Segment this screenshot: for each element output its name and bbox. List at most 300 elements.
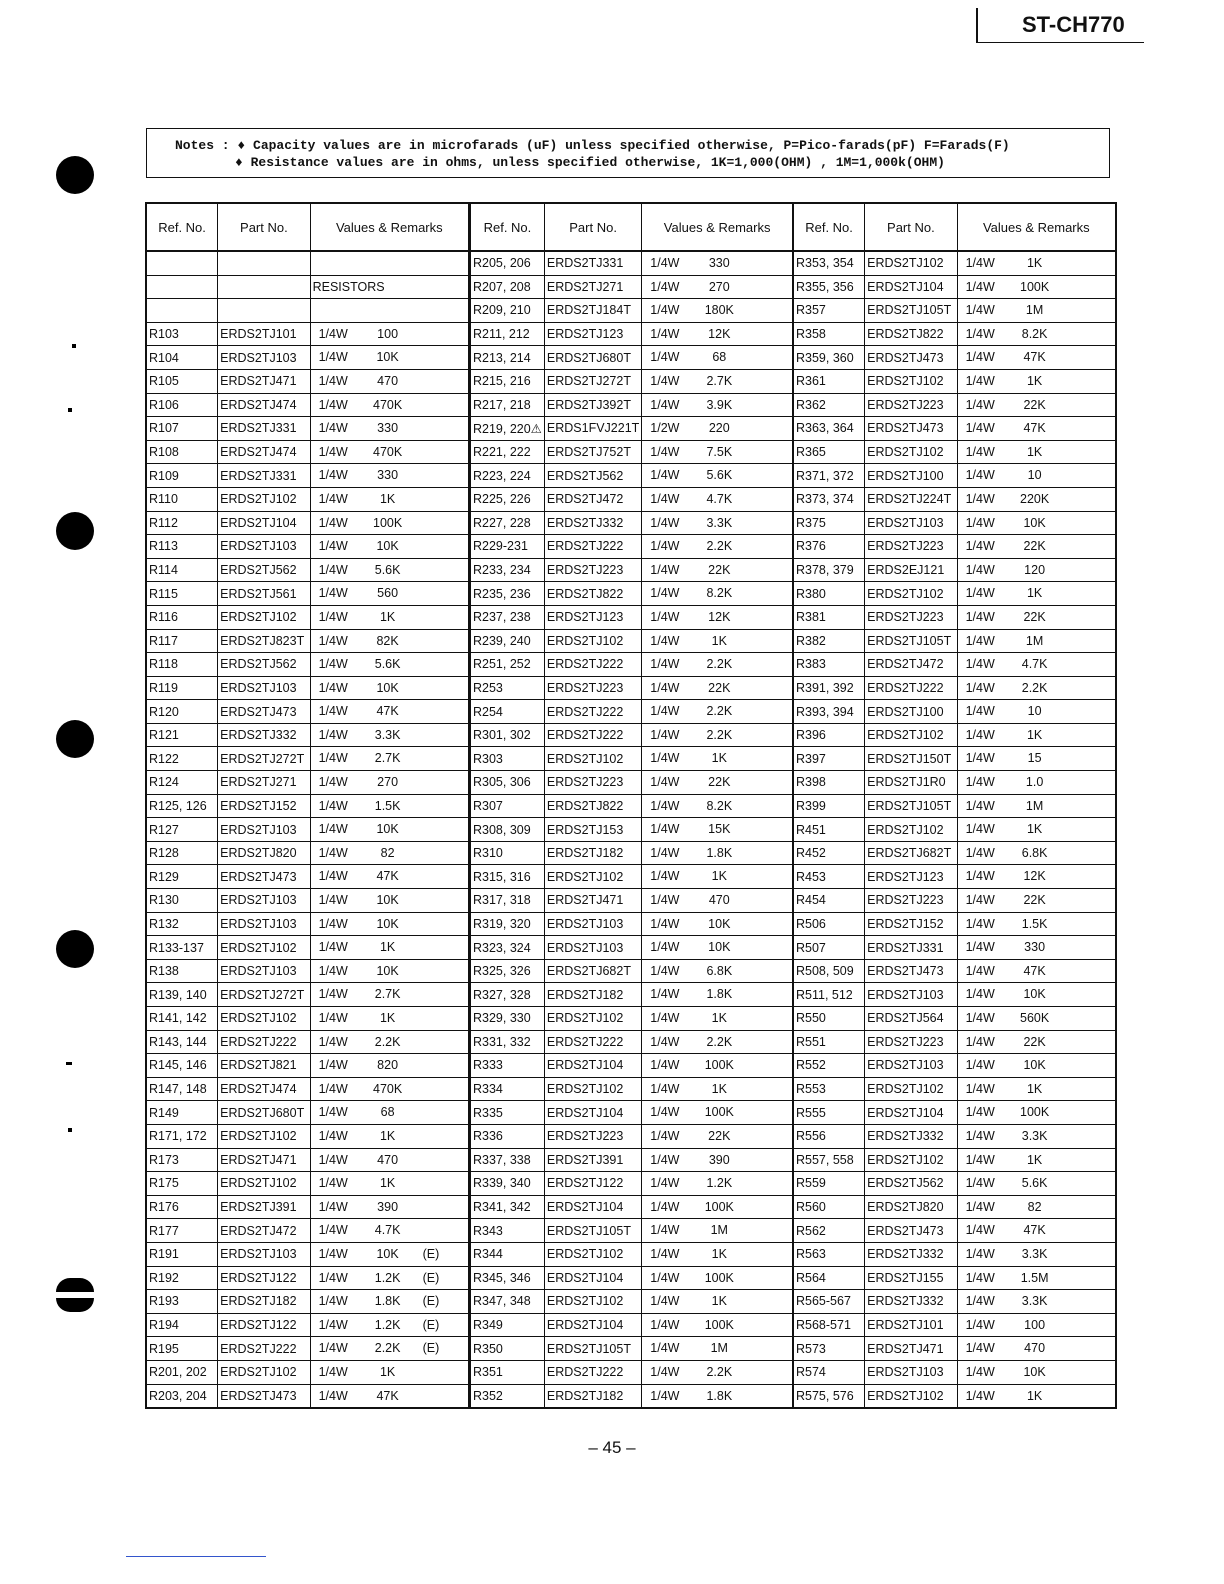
wattage: 1/4W (965, 1199, 995, 1214)
ref-no-cell: R113 (146, 535, 218, 559)
wattage: 1/4W (965, 1034, 995, 1049)
resistance-value: 1M (710, 1223, 728, 1238)
part-no-cell: ERDS2TJ123 (544, 605, 641, 629)
value-cell (310, 794, 469, 818)
ref-no-cell (146, 299, 218, 323)
value-cell (310, 959, 469, 983)
part-no-cell: ERDS2TJ223 (544, 1124, 641, 1148)
part-no-cell: ERDS2TJ271 (544, 275, 641, 299)
value-cell (642, 487, 793, 511)
resistance-value: 2.7K (374, 987, 401, 1002)
table-row (146, 582, 469, 606)
part-no-cell: ERDS2TJ104 (544, 1313, 641, 1337)
part-no-cell: ERDS2TJ152 (218, 794, 310, 818)
ref-no-cell: R254 (470, 700, 544, 724)
value-cell (310, 1030, 469, 1054)
part-no-cell: ERDS2TJ222 (544, 1360, 641, 1384)
resistance-value: 10K (1023, 1058, 1046, 1073)
value-cell (310, 1148, 469, 1172)
value-cell (310, 251, 469, 275)
remark: (E) (422, 1294, 440, 1309)
wattage: 1/4W (650, 279, 680, 294)
wattage: 1/4W (650, 491, 680, 506)
value-cell (957, 841, 1116, 865)
part-no-cell: ERDS2TJ182 (218, 1290, 310, 1314)
part-no-cell: ERDS2TJ102 (865, 1148, 957, 1172)
wattage: 1/4W (965, 822, 995, 837)
part-no-cell: ERDS2TJ682T (544, 959, 641, 983)
part-no-cell: ERDS2TJ471 (218, 1148, 310, 1172)
value-cell (642, 275, 793, 299)
resistance-value: 10K (376, 539, 399, 554)
resistance-value: 22K (1023, 539, 1046, 554)
binding-hole (56, 156, 94, 194)
wattage: 1/4W (318, 704, 348, 719)
value-cell (642, 1337, 793, 1361)
value-cell (642, 629, 793, 653)
value-cell (957, 369, 1116, 393)
value-cell (642, 1101, 793, 1125)
ref-no-cell: R559 (793, 1172, 865, 1196)
binding-hole (56, 720, 94, 758)
value-cell (957, 959, 1116, 983)
resistance-value: 10K (376, 916, 399, 931)
table-row (146, 1172, 469, 1196)
wattage: 1/4W (650, 940, 680, 955)
resistance-value: 10K (376, 1246, 399, 1261)
table-row (470, 1337, 793, 1361)
table-row (470, 1124, 793, 1148)
ref-no-cell (146, 251, 218, 275)
wattage: 1/4W (318, 963, 348, 978)
value-cell (310, 393, 469, 417)
value-cell (310, 605, 469, 629)
ref-no-cell: R109 (146, 464, 218, 488)
resistance-value: 1.8K (706, 845, 733, 860)
part-no-cell: ERDS2TJ223 (865, 605, 957, 629)
table-row (470, 393, 793, 417)
ref-no-cell: R574 (793, 1360, 865, 1384)
ref-no-cell: R341, 342 (470, 1195, 544, 1219)
ref-no-cell: R393, 394 (793, 700, 865, 724)
part-no-cell: ERDS2TJ474 (218, 1077, 310, 1101)
remark: (E) (422, 1341, 440, 1356)
value-cell (957, 582, 1116, 606)
part-no-cell: ERDS2TJ473 (865, 417, 957, 441)
ref-no-cell: R308, 309 (470, 818, 544, 842)
part-no-cell: ERDS2TJ100 (865, 464, 957, 488)
resistance-value: 1K (1026, 256, 1043, 270)
part-no-cell: ERDS2TJ103 (865, 1054, 957, 1078)
part-no-cell: ERDS2TJ392T (544, 393, 641, 417)
resistance-value: 5.6K (374, 562, 401, 577)
wattage: 1/4W (650, 798, 680, 813)
wattage: 1/4W (650, 326, 680, 341)
ref-no-cell: R350 (470, 1337, 544, 1361)
wattage: 1/4W (965, 256, 995, 270)
part-no-cell: ERDS2TJ102 (865, 723, 957, 747)
table-row (793, 912, 1116, 936)
wattage: 1/4W (650, 1270, 680, 1285)
wattage: 1/4W (318, 775, 348, 790)
resistance-value: 470K (373, 1081, 403, 1096)
part-no-cell: ERDS2TJ103 (218, 912, 310, 936)
ref-no-cell: R353, 354 (793, 251, 865, 275)
wattage: 1/4W (650, 775, 680, 790)
ref-no-cell: R573 (793, 1337, 865, 1361)
value-cell (642, 1219, 793, 1243)
table-header-row (146, 203, 469, 251)
resistance-value: 2.7K (374, 751, 401, 766)
value-cell (310, 771, 469, 795)
resistance-value: 560 (377, 586, 399, 601)
resistance-value: 1.2K (374, 1317, 401, 1332)
wattage: 1/4W (965, 539, 995, 554)
value-cell (310, 1360, 469, 1384)
table-row (146, 1077, 469, 1101)
value-cell (642, 676, 793, 700)
ref-no-cell: R352 (470, 1384, 544, 1408)
wattage: 1/4W (318, 940, 348, 955)
part-no-cell: ERDS2TJ102 (218, 605, 310, 629)
table-row (793, 771, 1116, 795)
resistance-value: 3.3K (1021, 1128, 1048, 1143)
wattage: 1/4W (318, 1034, 348, 1049)
part-no-cell: ERDS2TJ123 (865, 865, 957, 889)
value-cell (642, 1242, 793, 1266)
resistance-value: 390 (377, 1199, 399, 1214)
table-row (470, 841, 793, 865)
part-no-cell: ERDS2TJ102 (865, 251, 957, 275)
wattage: 1/4W (965, 586, 995, 601)
wattage: 1/4W (318, 987, 348, 1002)
part-no-cell: ERDS2TJ102 (865, 818, 957, 842)
resistance-value: 82 (380, 845, 395, 860)
wattage: 1/4W (650, 963, 680, 978)
table-row (146, 1195, 469, 1219)
value-cell (957, 558, 1116, 582)
value-cell (957, 676, 1116, 700)
value-cell (310, 1101, 469, 1125)
ref-no-cell: R376 (793, 535, 865, 559)
ref-no-cell: R127 (146, 818, 218, 842)
value-cell (957, 700, 1116, 724)
wattage: 1/4W (318, 373, 348, 388)
value-cell (310, 1242, 469, 1266)
binding-hole (56, 512, 94, 550)
table-row (146, 723, 469, 747)
part-no-cell: ERDS2TJ471 (544, 889, 641, 913)
wattage: 1/4W (318, 539, 348, 554)
resistance-value: 100K (704, 1270, 734, 1285)
ref-no-cell: R336 (470, 1124, 544, 1148)
part-no-cell: ERDS2TJ153 (544, 818, 641, 842)
ref-no-cell: R251, 252 (470, 653, 544, 677)
resistance-value: 10 (1027, 704, 1042, 719)
table-row (146, 771, 469, 795)
value-cell (957, 818, 1116, 842)
table-row (470, 1148, 793, 1172)
part-no-cell: ERDS2TJ332 (544, 511, 641, 535)
table-row (470, 346, 793, 370)
ref-no-cell: R319, 320 (470, 912, 544, 936)
part-no-cell: ERDS2TJ822 (865, 322, 957, 346)
resistance-value: 470 (1024, 1341, 1046, 1356)
table-row (470, 700, 793, 724)
value-cell (310, 299, 469, 323)
wattage: 1/2W (650, 421, 680, 436)
table-row (146, 322, 469, 346)
part-no-cell: ERDS2TJ102 (865, 369, 957, 393)
wattage: 1/4W (650, 350, 680, 365)
resistance-value: 1K (711, 1081, 727, 1096)
wattage: 1/4W (318, 751, 348, 766)
part-no-cell: ERDS2TJ104 (544, 1054, 641, 1078)
resistance-value: 22K (1023, 893, 1046, 908)
ref-no-cell: R327, 328 (470, 983, 544, 1007)
value-cell (957, 629, 1116, 653)
ref-no-cell: R506 (793, 912, 865, 936)
resistance-value: 10K (376, 963, 399, 978)
table-row (793, 417, 1116, 441)
ref-no-cell: R361 (793, 369, 865, 393)
wattage: 1/4W (318, 1223, 348, 1238)
table-row (793, 629, 1116, 653)
ref-no-cell: R217, 218 (470, 393, 544, 417)
table-row (470, 1077, 793, 1101)
table-row (793, 1148, 1116, 1172)
value-cell (957, 771, 1116, 795)
value-cell (642, 1077, 793, 1101)
model-header (976, 8, 1144, 43)
wattage: 1/4W (965, 1081, 995, 1096)
table-row (470, 936, 793, 960)
part-no-cell: ERDS2TJ104 (544, 1266, 641, 1290)
resistance-value: 22K (708, 680, 731, 695)
value-cell (642, 1030, 793, 1054)
resistance-value: 2.2K (706, 704, 733, 719)
table-row (146, 983, 469, 1007)
part-no-cell: ERDS2TJ473 (865, 1219, 957, 1243)
wattage: 1/4W (318, 421, 348, 436)
part-no-cell: ERDS2TJ223 (544, 558, 641, 582)
table-row (793, 251, 1116, 275)
wattage: 1/4W (965, 633, 995, 648)
part-no-cell: ERDS2TJ222 (865, 676, 957, 700)
ref-no-cell: R219, 220⚠ (470, 417, 544, 441)
ref-no-cell: R147, 148 (146, 1077, 218, 1101)
resistance-value: 1.5K (1021, 916, 1048, 931)
part-no-cell: ERDS2TJ102 (218, 1360, 310, 1384)
resistance-value: 1.5K (374, 798, 401, 813)
ref-no-cell: R112 (146, 511, 218, 535)
ref-no-cell: R398 (793, 771, 865, 795)
table-row (470, 723, 793, 747)
table-row (793, 959, 1116, 983)
ref-no-cell: R117 (146, 629, 218, 653)
wattage: 1/4W (318, 1011, 348, 1025)
part-no-cell: ERDS2TJ102 (218, 1172, 310, 1196)
ref-no-cell: R233, 234 (470, 558, 544, 582)
wattage: 1/4W (965, 421, 995, 436)
value-cell (642, 653, 793, 677)
ref-no-cell: R371, 372 (793, 464, 865, 488)
ref-no-cell: R305, 306 (470, 771, 544, 795)
wattage: 1/4W (318, 609, 348, 624)
resistance-value: 2.2K (374, 1034, 401, 1049)
value-cell (310, 818, 469, 842)
wattage: 1/4W (965, 1152, 995, 1167)
value-cell (310, 629, 469, 653)
part-no-header: Part No. (544, 203, 641, 251)
wattage: 1/4W (318, 1105, 348, 1120)
wattage: 1/4W (965, 468, 995, 483)
part-no-cell: ERDS2TJ155 (865, 1266, 957, 1290)
part-no-cell: ERDS2TJ331 (544, 251, 641, 275)
part-no-cell: ERDS2TJ182 (544, 1384, 641, 1408)
wattage: 1/4W (318, 397, 348, 412)
ref-no-cell: R451 (793, 818, 865, 842)
ref-no-cell: R383 (793, 653, 865, 677)
table-row (146, 1360, 469, 1384)
value-cell (310, 417, 469, 441)
value-cell (310, 983, 469, 1007)
ref-no-cell: R560 (793, 1195, 865, 1219)
wattage: 1/4W (965, 1105, 995, 1120)
table-row (470, 1266, 793, 1290)
part-no-cell: ERDS2TJ102 (865, 440, 957, 464)
value-cell (957, 322, 1116, 346)
table-row (146, 700, 469, 724)
table-row (470, 889, 793, 913)
resistance-value: 330 (1024, 940, 1046, 955)
value-cell (957, 912, 1116, 936)
table-row (793, 1266, 1116, 1290)
part-no-cell: ERDS2TJ682T (865, 841, 957, 865)
part-no-cell: ERDS2TJ102 (544, 865, 641, 889)
ref-no-cell: R555 (793, 1101, 865, 1125)
table-row (146, 1266, 469, 1290)
part-no-cell: ERDS2TJ223 (544, 771, 641, 795)
resistance-value: 220 (708, 421, 730, 436)
value-cell (310, 1124, 469, 1148)
resistance-value: 100K (1020, 1105, 1050, 1120)
ref-no-cell: R373, 374 (793, 487, 865, 511)
value-cell (310, 1054, 469, 1078)
value-cell (310, 369, 469, 393)
ref-no-cell: R201, 202 (146, 1360, 218, 1384)
table-row (146, 889, 469, 913)
table-row (793, 1077, 1116, 1101)
ref-no-cell: R239, 240 (470, 629, 544, 653)
ref-no-header: Ref. No. (793, 203, 865, 251)
wattage: 1/4W (650, 1081, 680, 1096)
parts-table-3 (792, 202, 1117, 1409)
scan-mark (72, 344, 76, 348)
resistance-value: 3.3K (1021, 1294, 1048, 1309)
part-no-cell: ERDS2TJ223 (544, 676, 641, 700)
part-no-cell: ERDS2TJ562 (544, 464, 641, 488)
ref-no-cell: R453 (793, 865, 865, 889)
value-cell (642, 936, 793, 960)
resistance-value: 10K (376, 893, 399, 908)
table-row (470, 511, 793, 535)
wattage: 1/4W (318, 680, 348, 695)
wattage: 1/4W (318, 444, 348, 459)
value-cell (310, 1290, 469, 1314)
ref-no-cell: R359, 360 (793, 346, 865, 370)
resistance-value: 100K (1020, 279, 1050, 294)
part-no-cell: ERDS2TJ272T (218, 747, 310, 771)
resistance-value: 4.7K (1021, 657, 1048, 672)
resistance-value: 270 (708, 279, 730, 294)
resistance-value: 100K (704, 1199, 734, 1214)
resistance-value: 4.7K (706, 491, 733, 506)
table-row (470, 771, 793, 795)
table-row (793, 487, 1116, 511)
table-row (793, 535, 1116, 559)
table-row (793, 1007, 1116, 1031)
wattage: 1/4W (965, 869, 995, 884)
resistance-value: 1K (711, 1294, 727, 1309)
binding-hole (56, 930, 94, 968)
resistance-value: 3.3K (374, 727, 401, 742)
wattage: 1/4W (965, 303, 995, 318)
ref-no-cell: R225, 226 (470, 487, 544, 511)
resistance-value: 390 (708, 1152, 730, 1167)
value-cell (957, 417, 1116, 441)
value-cell (310, 1384, 469, 1408)
table-row (793, 1242, 1116, 1266)
part-no-cell: ERDS2TJ104 (544, 1195, 641, 1219)
table-row (793, 794, 1116, 818)
table-row (793, 1313, 1116, 1337)
resistance-value: 1K (711, 633, 727, 648)
notes-line-2: ♦ Resistance values are in ohms, unless specified otherwise, 1K=1,000(OHM) , 1M=1,000k(OHM) (235, 155, 945, 170)
resistance-value: 10K (1023, 1364, 1046, 1379)
table-row (470, 1290, 793, 1314)
table-row (146, 841, 469, 865)
ref-no-cell: R355, 356 (793, 275, 865, 299)
ref-no-header: Ref. No. (146, 203, 218, 251)
value-cell (642, 1313, 793, 1337)
ref-no-cell: R130 (146, 889, 218, 913)
resistance-value: 1M (1025, 633, 1044, 648)
part-no-cell: ERDS2TJ103 (218, 959, 310, 983)
wattage: 1/4W (318, 491, 348, 506)
value-cell (642, 889, 793, 913)
value-cell (642, 794, 793, 818)
ref-no-cell: R508, 509 (793, 959, 865, 983)
wattage: 1/4W (650, 303, 680, 318)
value-cell (957, 1148, 1116, 1172)
wattage: 1/4W (965, 397, 995, 412)
wattage: 1/4W (318, 1364, 348, 1379)
wattage: 1/4W (965, 1176, 995, 1191)
part-no-cell: ERDS2TJ272T (544, 369, 641, 393)
resistance-value: 1K (379, 1364, 396, 1379)
ref-no-cell: R551 (793, 1030, 865, 1054)
value-cell (957, 275, 1116, 299)
part-no-cell: ERDS2TJ474 (218, 393, 310, 417)
table-row (470, 1030, 793, 1054)
ref-no-cell: R339, 340 (470, 1172, 544, 1196)
part-no-cell: ERDS2TJ222 (544, 1030, 641, 1054)
part-no-cell: ERDS2TJ332 (218, 723, 310, 747)
value-cell (310, 582, 469, 606)
part-no-cell: ERDS2TJ122 (218, 1313, 310, 1337)
part-no-cell: ERDS2TJ822 (544, 794, 641, 818)
